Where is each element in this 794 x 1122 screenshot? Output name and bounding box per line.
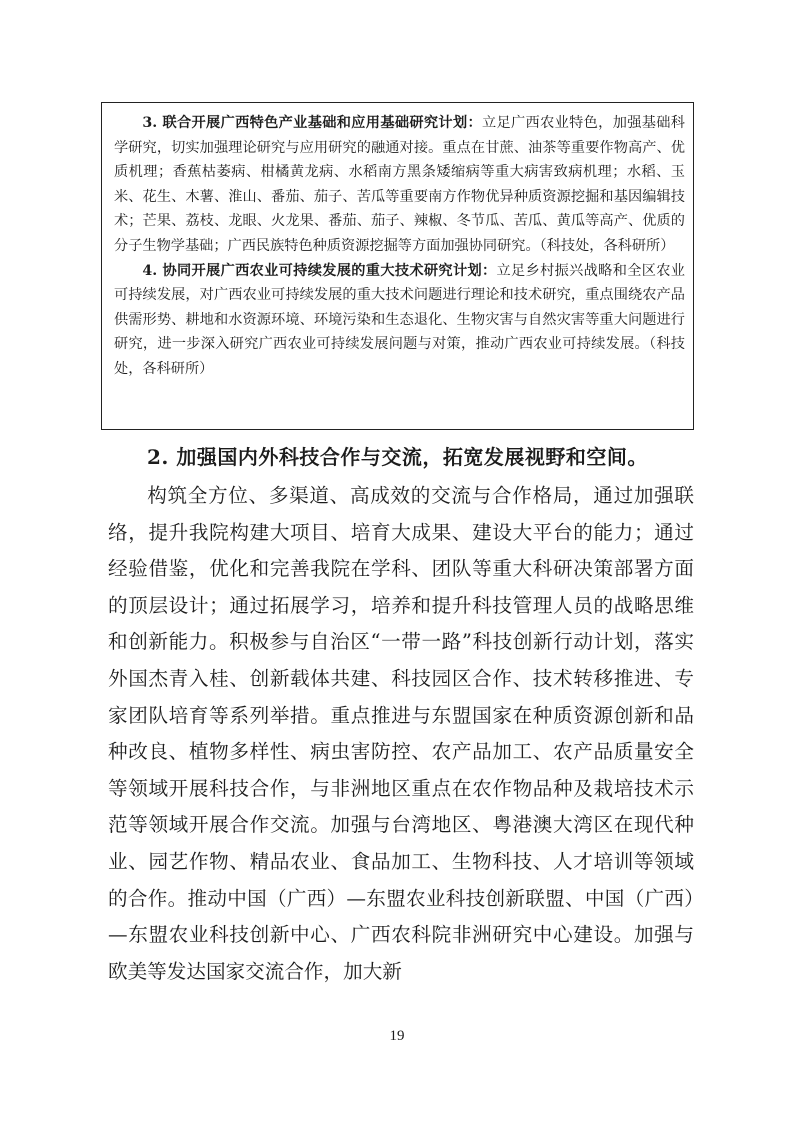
plan-item-4: [114, 259, 685, 382]
plan-item-3-text: 立足广西农业特色，加强基础科学研究，切实加强理论研究与应用研究的融通对接。重点在甘蔗、油茶等重要作物高产、优质机理；香蕉枯萎病、柑橘黄龙病、水稻南方黑条矮缩病等重大病害致病机理；水稻、玉米、花生、木薯、淮山、番茄、茄子、苦瓜等重要南方作物优异种质资源挖掘和基因编辑技术；芒果、荔枝、龙眼、火龙果、番茄、茄子、辣椒、冬节瓜、苦瓜、黄瓜等高产、优质的分子生物学基础；广西民族特色种质资源挖掘等方面加强协同研究。（科技处，各科研所）: [114, 115, 685, 254]
plan-item-4-heading: 4. 协同开展广西农业可持续发展的重大技术研究计划：: [142, 262, 497, 279]
plan-item-4-text: 立足乡村振兴战略和全区农业可持续发展，对广西农业可持续发展的重大技术问题进行理论和技术研究，重点围绕农产品供需形势、耕地和水资源环境、环境污染和生态退化、生物灾害与自然灾害等重大问题进行研究，进一步深入研究广西农业可持续发展问题与对策，推动广西农业可持续发展。（科技处，各科研所）: [114, 262, 685, 377]
plan-item-3-heading: 3. 联合开展广西特色产业基础和应用基础研究计划：: [142, 115, 482, 131]
page-number: 19: [389, 1028, 405, 1044]
section-heading: 2. 加强国内外科技合作与交流，拓宽发展视野和空间。: [147, 445, 648, 469]
plan-item-3: [114, 111, 685, 259]
section-body-paragraph: 构筑全方位、多渠道、高成效的交流与合作格局，通过加强联络，提升我院构建大项目、培育大成果、建设大平台的能力；通过经验借鉴，优化和完善我院在学科、团队等重大科研决策部署方面的顶层设计；通过拓展学习，培养和提升科技管理人员的战略思维和创新能力。积极参与自治区“一带一路”科技创新行动计划，落实外国杰青入桂、创新载体共建、科技园区合作、技术转移推进、专家团队培育等系列举措。重点推进与东盟国家在种质资源创新和品种改良、植物多样性、病虫害防控、农产品加工、农产品质量安全等领域开展科技合作，与非洲地区重点在农作物品种及栽培技术示范等领域开展合作交流。加强与台湾地区、粤港澳大湾区在现代种业、园艺作物、精品农业、食品加工、生物科技、人才培训等领域的合作。推动中国（广西）—东盟农业科技创新联盟、中国（广西）—东盟农业科技创新中心、广西农科院非洲研究中心建设。加强与欧美等发达国家交流合作，加大新: [108, 484, 694, 983]
research-plan-box: [101, 102, 694, 430]
